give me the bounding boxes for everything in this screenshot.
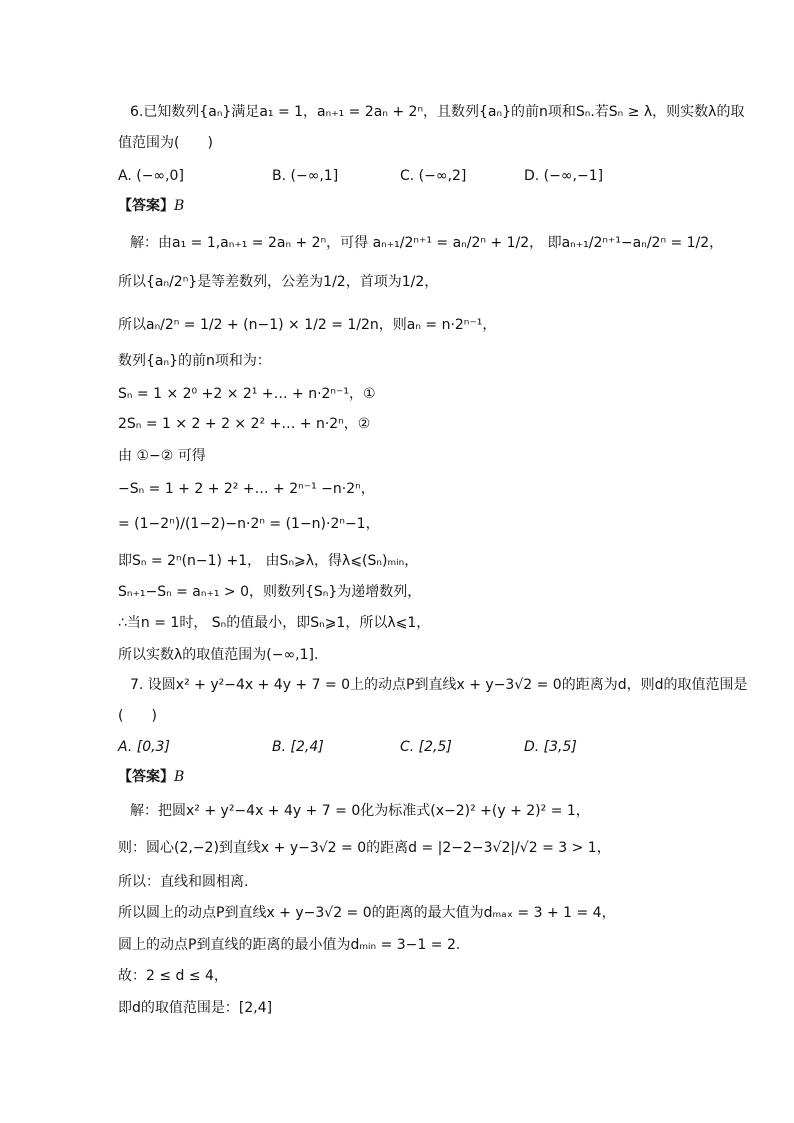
q6-solution-line: Sₙ = 1 × 2⁰ +2 × 2¹ +… + n·2ⁿ⁻¹，① [118, 386, 376, 402]
q6-answer-value: B [174, 198, 185, 214]
q6-solution-line: 解：由a₁ = 1,aₙ₊₁ = 2aₙ + 2ⁿ，可得 aₙ₊₁/2ⁿ⁺¹ = aₙ/2ⁿ + 1/2， 即aₙ₊₁/2ⁿ⁺¹−aₙ/2ⁿ = 1/2， [130, 235, 724, 251]
q6-solution-line: ∴当n = 1时， Sₙ的值最小，即Sₙ⩾1，所以λ⩽1， [118, 615, 431, 631]
q6-solution-line: 由 ①−② 可得 [118, 448, 206, 464]
q6-option-a: A. (−∞,0] [118, 168, 184, 184]
q7-answer-tag: 【答案】 [118, 769, 174, 785]
q7-stem-line1: 7. 设圆x² + y²−4x + 4y + 7 = 0上的动点P到直线x + y−3√2 = 0的距离为d，则d的取值范围是 [130, 677, 748, 693]
q7-solution-line: 圆上的动点P到直线的距离的最小值为dₘᵢₙ = 3−1 = 2. [118, 937, 461, 953]
q6-answer-tag: 【答案】 [118, 198, 174, 214]
q6-option-c: C. (−∞,2] [400, 168, 467, 184]
q6-solution-line: Sₙ₊₁−Sₙ = aₙ₊₁ > 0，则数列{Sₙ}为递增数列， [118, 584, 422, 600]
q7-answer-value: B [174, 769, 185, 785]
q7-solution-line: 即d的取值范围是：[2,4] [118, 1000, 273, 1016]
q6-option-d: D. (−∞,−1] [524, 168, 604, 184]
q7-solution-line: 则：圆心(2,−2)到直线x + y−3√2 = 0的距离d = |2−2−3√2|/√2 = 3 > 1， [118, 840, 611, 856]
q6-solution-line: = (1−2ⁿ)/(1−2)−n·2ⁿ = (1−n)·2ⁿ−1， [118, 516, 380, 532]
q6-stem-line2: 值范围为( ) [118, 135, 213, 151]
q6-solution-line: 所以aₙ/2ⁿ = 1/2 + (n−1) × 1/2 = 1/2n，则aₙ = n·2ⁿ⁻¹， [118, 317, 497, 333]
q6-solution-line: 所以实数λ的取值范围为(−∞,1]. [118, 647, 319, 663]
q7-solution-line: 所以圆上的动点P到直线x + y−3√2 = 0的距离的最大值为dₘₐₓ = 3 + 1 = 4， [118, 905, 616, 921]
q6-solution-line: 2Sₙ = 1 × 2 + 2 × 2² +… + n·2ⁿ，② [118, 416, 371, 432]
q6-answer [118, 196, 184, 216]
q7-solution-line: 解：把圆x² + y²−4x + 4y + 7 = 0化为标准式(x−2)² +(y + 2)² = 1， [130, 803, 590, 819]
q7-option-a: A. [0,3] [118, 739, 170, 755]
q6-stem-line1: 6.已知数列{aₙ}满足a₁ = 1，aₙ₊₁ = 2aₙ + 2ⁿ，且数列{aₙ}的前n项和Sₙ.若Sₙ ≥ λ，则实数λ的取 [130, 104, 745, 120]
q7-stem-line2: ( ) [118, 708, 157, 724]
q7-solution-line: 故：2 ≤ d ≤ 4， [118, 968, 228, 984]
q7-option-b: B. [2,4] [272, 739, 324, 755]
q7-option-d: D. [3,5] [524, 739, 577, 755]
q7-option-c: C. [2,5] [400, 739, 452, 755]
q6-solution-line: 即Sₙ = 2ⁿ(n−1) +1， 由Sₙ⩾λ，得λ⩽(Sₙ)ₘᵢₙ， [118, 553, 419, 569]
q7-answer [118, 767, 184, 787]
q6-solution-line: −Sₙ = 1 + 2 + 2² +… + 2ⁿ⁻¹ −n·2ⁿ， [118, 481, 375, 497]
q6-solution-line: 所以{aₙ/2ⁿ}是等差数列，公差为1/2，首项为1/2， [118, 274, 439, 290]
q6-option-b: B. (−∞,1] [272, 168, 339, 184]
q6-solution-line: 数列{aₙ}的前n项和为： [118, 353, 271, 369]
q7-solution-line: 所以：直线和圆相离. [118, 874, 249, 890]
